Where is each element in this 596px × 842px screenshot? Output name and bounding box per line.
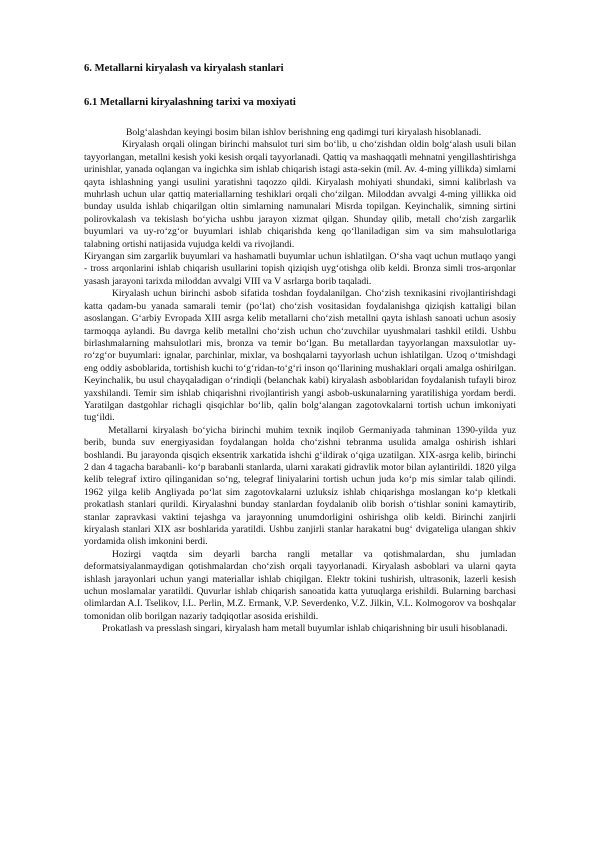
section-heading: 6. Metallarni kiryalash va kiryalash stanlari bbox=[84, 63, 284, 74]
paragraph-6: Hozirgi vaqtda sim deyarli barcha rangli metallar va qotishmalardan, shu jumladan deformatsiyalanmaydigan qotishmalardan cho‘zish orqali tayyorlanadi. Kiryalash asboblari va ularni qayta ishlash jarayonlari uchun yangi materiallar ishlab chiqilgan. Elektr tokini tushirish, ultrasonik, lazerli kesish uchun moslamalar yaratildi. Quvurlar ishlab chiqarish sanoatida katta yutuqlarga erishildi. Bularning barchasi olimlardan A.I. Tselikov, I.L. Perlin, M.Z. Ermank, V.P. Severdenko, V.Z. Jilkin, V.L. Kolmogorov va boshqalar tomonidan olib borilgan nazariy tadqiqotlar asosida erishildi. bbox=[84, 548, 516, 622]
paragraph-2: Kiryalash orqali olingan birinchi mahsulot turi sim bo‘lib, u cho‘zishdan oldin bolg‘alash usuli bilan tayyorlangan, metallni kesish yoki kesish orqali tayyorlanadi. Qattiq va mashaqqatli mehnatni yengillashtirishga urinishlar, yanada oqlangan va ingichka sim ishlab chiqarish istagi asta-sekin (mil. Av. 4-ming yillikda) simlarni qayta ishlashning yangi usulini yaratishni taqozzo qildi. Kiryalash mohiyati shundaki, simni kalibrlash va muhrlash uchun ular qattiq materiallarning teshiklari orqali cho‘zilgan. Miloddan avvalgi 4-ming yillikka oid bunday usulda ishlab chiqarilgan oltin simlarning namunalari Misrda topilgan. Keyinchalik, simning sirtini polirovkalash va tekislash bo‘yicha ushbu jarayon xizmat qilgan. Shunday qilib, metall cho‘zish zargarlik buyumlari va uy-ro‘zg‘or buyumlari ishlab chiqarishda keng qo‘llaniladigan sim va sim mahsulotlariga talabning ortishi natijasida vujudga keldi va rivojlandi. bbox=[84, 139, 516, 250]
paragraph-7: Prokatlash va presslash singari, kiryalash ham metall buyumlar ishlab chiqarishning bir usuli hisoblanadi. bbox=[102, 623, 508, 635]
paragraph-1: Bolg‘alashdan keyingi bosim bilan ishlov berishning eng qadimgi turi kiryalash hisoblanadi. bbox=[126, 127, 482, 138]
subsection-heading: 6.1 Metallarni kiryalashning tarixi va moxiyati bbox=[84, 97, 296, 108]
paragraph-4: Kiryalash uchun birinchi asbob sifatida toshdan foydalanilgan. Cho‘zish texnikasini rivojlantirishdagi katta qadam-bu yanada samarali temir (po‘lat) cho‘zish vositasidan foydalanishga qiziqish kattaligi bilan asoslangan. G‘arbiy Evropada XIII asrga kelib metallarni cho‘zish metallni qayta ishlash sanoati uchun asosiy tarmoqqa aylandi. Bu davrga kelib metallni cho‘zish uchun cho‘zuvchilar uyushmalari tashkil etildi. Ushbu birlashmalarning mahsulotlari mis, bronza va temir bo‘lgan. Bu metallardan tayyorlangan maxsulotlar uy-ro‘zg‘or buyumlari: ignalar, parchinlar, mixlar, va boshqalarni tayyorlash uchun ishlatilgan. Uzoq o‘tmishdagi eng oddiy asboblarida, tortishish kuchi to‘g‘ridan-to‘g‘ri inson qo‘llarining mushaklari orqali amalga oshirilgan. Keyinchalik, bu usul chayqaladigan o‘rindiqli (belanchak kabi) kiryalash asboblaridan foydalanish tufayli biroz yaxshilandi. Temir sim ishlab chiqarishni rivojlantirish yangi asbob-uskunalarning yaratilishiga yordam berdi. Yaratilgan dastgohlar richagli qisqichlar bo‘lib, qalin bolg‘alangan zagotovkalarni tortish uchun imkoniyati tug‘ildi. bbox=[84, 288, 516, 424]
paragraph-5: Metallarni kiryalash bo‘yicha birinchi muhim texnik inqilob Germaniyada tahminan 1390-yilda yuz berib, bunda suv energiyasidan foydalangan holda cho‘zishni tebranma usulida amalga oshirish ishlari boshlandi. Bu jarayonda qisqich eksentrik xarkatida ishchi g‘ildirak o‘qiga uzatilgan. XIX-asrga kelib, birinchi 2 dan 4 tagacha barabanli- ko‘p barabanli stanlarda, ularni xarakati gidravlik motor bilan aylantirildi. 1820 yilga kelib telegraf ixtiro qilinganidan so‘ng, telegraf liniyalarini tortish uchun juda ko‘p mis simlar talab qilindi. 1962 yilga kelib Angliyada po‘lat sim zagotovkalarni uzluksiz ishlab chiqarishga moslangan ko‘p kletkali prokatlash stanlari qurildi. Kiryalashni bunday stanlardan foydalanib olib borish o‘tishlar sonini kamaytirib, stanlar zapravkasi vaktini tejashga va jarayonning unumdorligini oshirishga olib keldi. Birinchi zanjirli kiryalash stanlari XIX asr boshlarida yaratildi. Ushbu zanjirli stanlar harakatni bug‘ dvigateliga ulangan shkiv yordamida olish imkonini berdi. bbox=[84, 424, 516, 548]
document-page bbox=[84, 62, 516, 636]
paragraph-3: Kiryangan sim zargarlik buyumlari va hashamatli buyumlar uchun ishlatilgan. O‘sha vaqt uchun mutlaqo yangi - tross arqonlarini ishlab chiqarish usullarini topish qiziqish uyg‘otishga olib keldi. Bronza simli tros-arqonlar yasash jarayoni tarixda miloddan avvalgi VIII va V asrlarga borib taqaladi. bbox=[84, 251, 516, 287]
